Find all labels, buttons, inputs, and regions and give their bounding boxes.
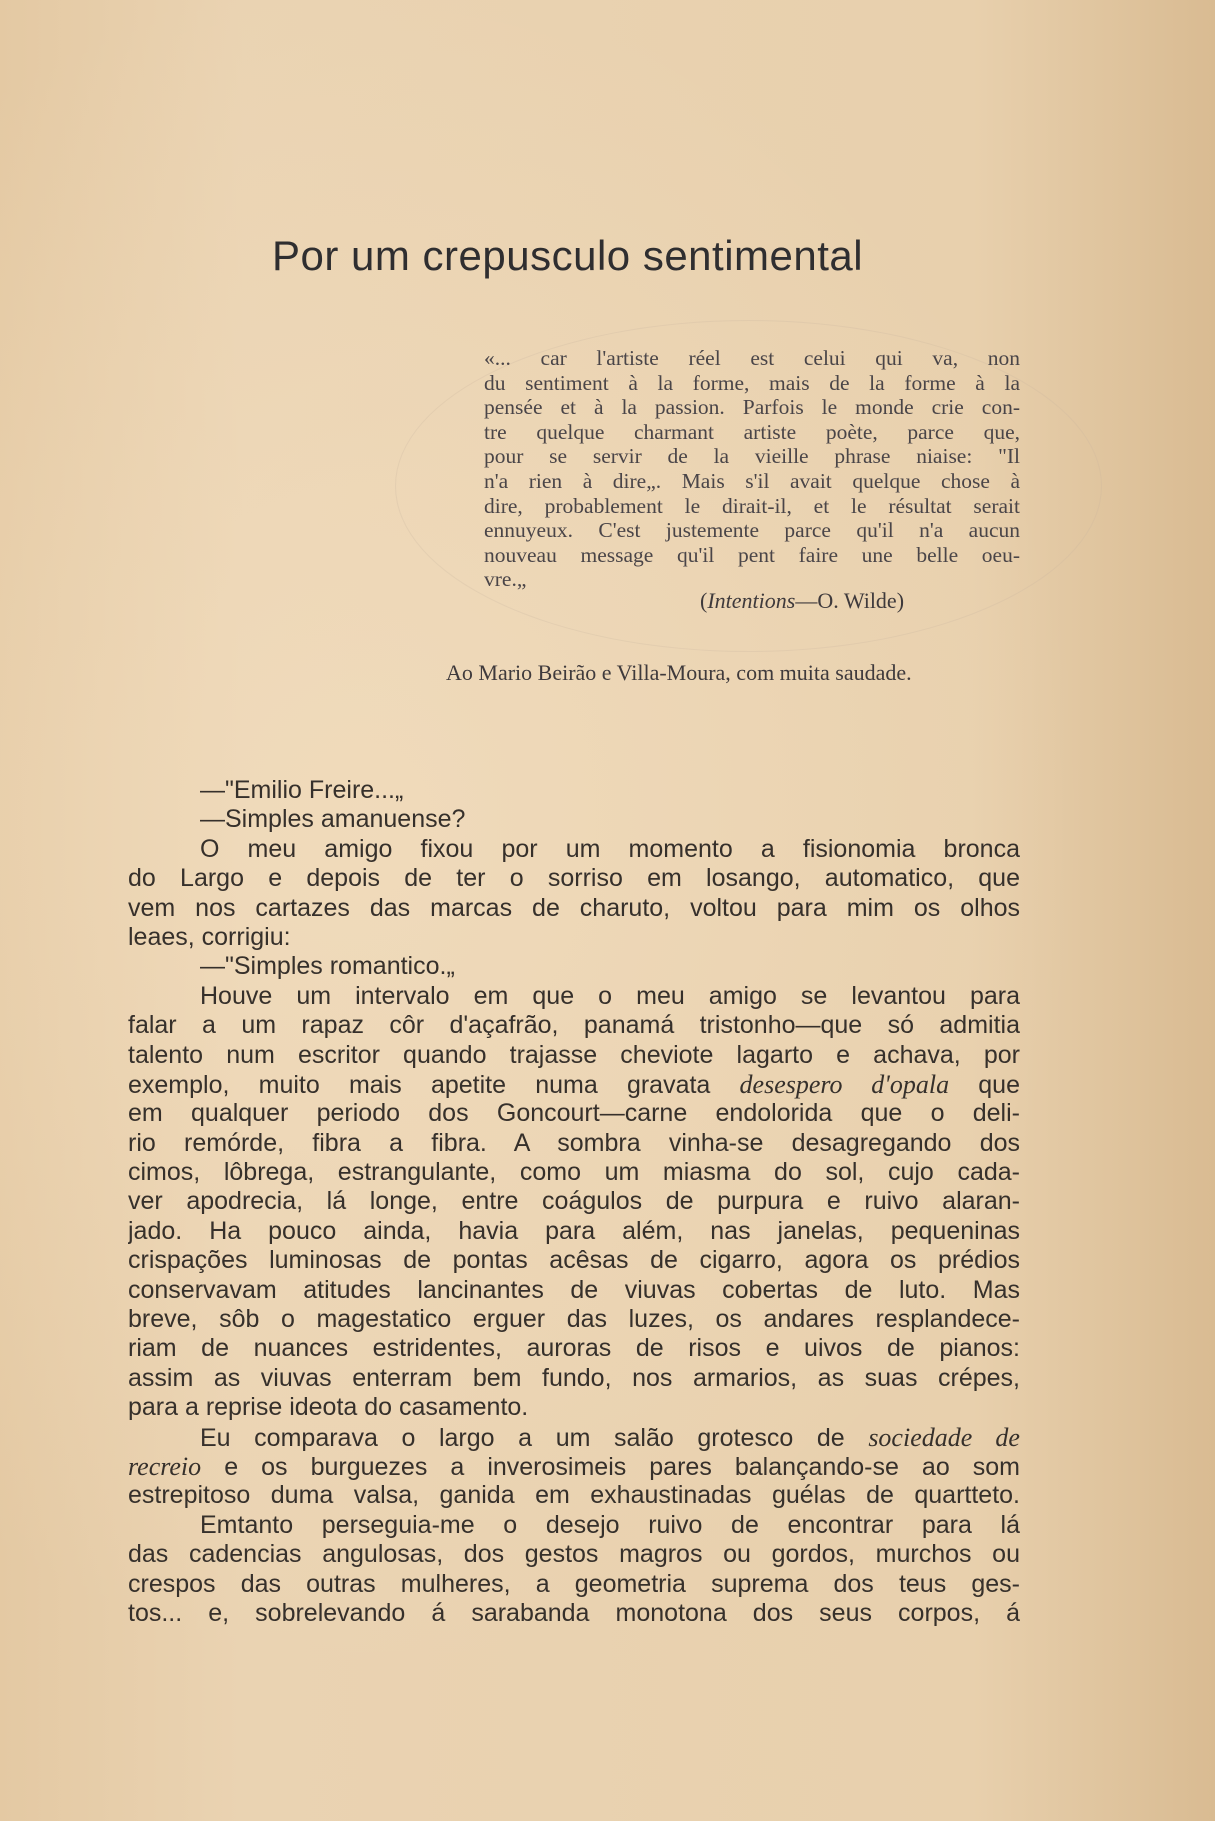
body-line: para a reprise ideota do casamento. <box>128 1393 529 1422</box>
body-line: cimos, lôbrega, estrangulante, como um miasma do sol, cujo cada- <box>128 1158 1020 1187</box>
epigraph-line: «... car l'artiste réel est celui qui va, non <box>484 346 1020 370</box>
body-line: crispações luminosas de pontas acêsas de cigarro, agora os prédios <box>128 1246 1020 1275</box>
body-line: conservavam atitudes lancinantes de viuvas cobertas de luto. Mas <box>128 1275 1020 1304</box>
body-line: riam de nuances estridentes, auroras de risos e uivos de pianos: <box>128 1334 1020 1363</box>
body-line: rio remórde, fibra a fibra. A sombra vinha-se desagregando dos <box>128 1128 1020 1157</box>
body-line: jado. Ha pouco ainda, havia para além, nas janelas, pequeninas <box>128 1216 1020 1245</box>
body-text <box>128 776 1020 1628</box>
body-line <box>128 1070 1020 1099</box>
epigraph-line: dire, probablement le dirait-il, et le résultat serait <box>484 493 1020 518</box>
attribution-work: Intentions <box>707 588 796 613</box>
epigraph-line: nouveau message qu'il pent faire une belle oeu- <box>484 542 1020 567</box>
epigraph-line: pour se servir de la vieille phrase niaise: "Il <box>484 444 1020 469</box>
chapter-title: Por um crepusculo sentimental <box>272 232 864 279</box>
body-line: breve, sôb o magestatico erguer das luzes, os andares resplandece- <box>128 1305 1020 1334</box>
epigraph-line: tre quelque charmant artiste poète, parce que, <box>484 419 1020 444</box>
attribution-open: ( <box>700 588 708 613</box>
body-line: Houve um intervalo em que o meu amigo se levantou para <box>200 981 1020 1010</box>
body-segment: Eu comparava o largo a um salão grotesco de <box>200 1423 869 1452</box>
body-line: —"Simples romantico.„ <box>200 952 455 981</box>
body-line: —"Emilio Freire...„ <box>200 776 404 804</box>
body-line: assim as viuvas enterram bem fundo, nos armarios, as suas crépes, <box>128 1363 1020 1392</box>
body-segment: que <box>949 1070 1020 1099</box>
body-line: crespos das outras mulheres, a geometria suprema dos teus ges- <box>128 1569 1020 1598</box>
epigraph-line: n'a rien à dire„. Mais s'il avait quelque chose à <box>484 468 1020 493</box>
body-line <box>128 1452 1020 1481</box>
epigraph <box>484 346 1020 592</box>
attribution-author: —O. Wilde) <box>795 588 905 613</box>
body-line: falar a um rapaz côr d'açafrão, panamá tristonho—que só admitia <box>128 1011 1020 1040</box>
body-line: tos... e, sobrelevando á sarabanda monotona dos seus corpos, á <box>128 1598 1020 1627</box>
dedication: Ao Mario Beirão e Villa-Moura, com muita saudade. <box>446 660 912 685</box>
epigraph-attribution <box>700 588 904 614</box>
epigraph-line: ennuyeux. C'est justemente parce qu'il n'a aucun <box>484 518 1020 543</box>
epigraph-line: vre.„ <box>484 567 527 592</box>
body-line: O meu amigo fixou por um momento a fisionomia bronca <box>200 834 1020 863</box>
body-line: estrepitoso duma valsa, ganida em exhaustinadas guélas de quartteto. <box>128 1481 1020 1510</box>
body-line: —Simples amanuense? <box>200 805 466 834</box>
body-emphasis: sociedade de <box>868 1422 1020 1452</box>
body-emphasis: recreio <box>128 1451 202 1481</box>
body-segment: exemplo, muito mais apetite numa gravata <box>128 1070 740 1099</box>
body-line: ver apodrecia, lá longe, entre coágulos de purpura e ruivo alaran- <box>128 1187 1020 1216</box>
body-emphasis: desespero d'opala <box>739 1069 950 1099</box>
body-line <box>128 1423 1020 1452</box>
body-line: em qualquer periodo dos Goncourt—carne endolorida que o deli- <box>128 1099 1020 1128</box>
body-line: do Largo e depois de ter o sorriso em losango, automatico, que <box>128 864 1020 893</box>
body-line: leaes, corrigiu: <box>128 922 291 951</box>
body-line: talento num escritor quando trajasse cheviote lagarto e achava, por <box>128 1040 1020 1069</box>
body-line: Emtanto perseguia-me o desejo ruivo de encontrar para lá <box>200 1510 1020 1539</box>
epigraph-line: du sentiment à la forme, mais de la forme à la <box>484 370 1020 395</box>
body-segment: e os burguezes a inverosimeis pares balançando-se ao som <box>201 1452 1020 1481</box>
body-line: das cadencias angulosas, dos gestos magros ou gordos, murchos ou <box>128 1540 1020 1569</box>
epigraph-line: pensée et à la passion. Parfois le monde crie con- <box>484 395 1020 420</box>
body-line: vem nos cartazes das marcas de charuto, voltou para mim os olhos <box>128 893 1020 922</box>
